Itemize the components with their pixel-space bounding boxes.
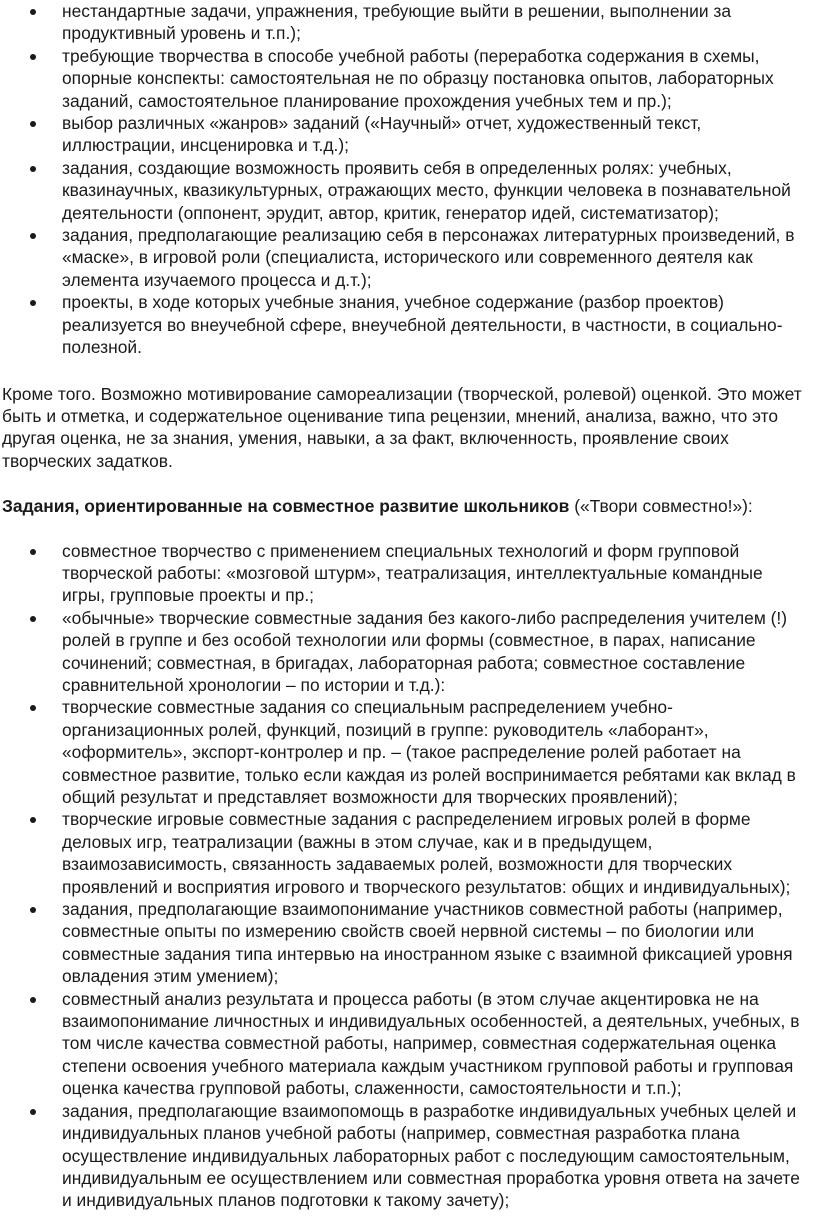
bullet-icon — [30, 549, 36, 555]
list-item — [2, 157, 810, 224]
list-item-text: задания, создающие возможность проявить себя в определенных ролях: учебных, квазинаучных, квазикультурных, отражающих место, функции человека в познавательной деятельности (оппонент, эрудит, автор, критик, генератор идей, систематизатор); — [62, 157, 791, 223]
list-item-text: творческие игровые совместные задания с распределением игровых ролей в форме деловых игр, театрализации (важны в этом случае, как и в предыдущем, взаимозависимость, связанность задаваемых ролей, возможности для творческих проявлений и восприятия игрового и творческого результатов: общих и индивидуальных); — [62, 809, 791, 897]
list-item-text: задания, предполагающие реализацию себя в персонажах литературных произведений, в «маске», в игровой роли (специалиста, исторического или современного деятеля как элемента изучаемого процесса и д.т.); — [62, 225, 795, 290]
list-item — [2, 112, 810, 157]
list-item — [2, 696, 810, 808]
bullet-icon — [30, 300, 36, 306]
section-heading-bold: Задания, ориентированные на совместное развитие школьников — [2, 496, 570, 517]
list-item-text: нестандартные задачи, упражнения, требующие выйти в решении, выполнении за продуктивный уровень и т.п.); — [62, 1, 732, 44]
list-item — [2, 224, 810, 291]
bullet-icon — [30, 54, 36, 60]
list-item — [2, 0, 810, 45]
list-item — [2, 808, 810, 898]
list-item-text: требующие творчества в способе учебной работы (переработка содержания в схемы, опорные конспекты: самостоятельная не по образцу постановка опытов, лабораторных заданий, самостоятельное планирование прохождения учебных тем и пр.); — [62, 45, 774, 111]
section-heading-rest: («Твори совместно!»): — [569, 496, 753, 517]
bullet-icon — [30, 997, 36, 1003]
bullet-icon — [30, 907, 36, 913]
list-item — [2, 1100, 810, 1212]
bullet-icon — [30, 616, 36, 622]
list-item — [2, 540, 810, 607]
list-item-text: совместное творчество с применением специальных технологий и форм групповой творческой работы: «мозговой штурм», театрализация, интеллектуальные командные игры, групповые проекты и пр.; — [62, 540, 763, 606]
list-item-text: проекты, в ходе которых учебные знания, учебное содержание (разбор проектов) реализуется во внеучебной сфере, внеучебной деятельности, в частности, в социально-полезной. — [62, 292, 783, 358]
bullet-icon — [30, 166, 36, 172]
bullet-list-1 — [2, 0, 810, 359]
section-heading — [2, 495, 810, 517]
bullet-icon — [30, 705, 36, 711]
bullet-icon — [30, 817, 36, 823]
list-item-text: выбор различных «жанров» заданий («Научный» отчет, художественный текст, иллюстрации, инсценировка и т.д.); — [62, 113, 702, 156]
list-item — [2, 45, 810, 112]
list-item — [2, 988, 810, 1100]
list-item — [2, 291, 810, 358]
bullet-icon — [30, 121, 36, 127]
list-item-text: задания, предполагающие взаимопонимание участников совместной работы (например, совместные опыты по измерению свойств своей нервной системы – по биологии или совместные задания типа интервью на иностранном языке с взаимной фиксацией уровня овладения этим умением); — [62, 899, 793, 987]
list-item-text: совместный анализ результата и процесса работы (в этом случае акцентировка не на взаимопонимание личностных и индивидуальных особенностей, а деятельных, учебных, в том числе качества совместной работы, например, совместная содержательная оценка степени освоения учебного материала каждым участником групповой работы и групповая оценка качества групповой работы, слаженности, самостоятельности и т.п.); — [62, 988, 800, 1099]
bullet-icon — [30, 233, 36, 239]
list-item-text: «обычные» творческие совместные задания без какого-либо распределения учителем (!) ролей в группе и без особой технологии или формы (совместное, в парах, написание сочинений; совместная, в бригадах, лабораторная работа; совместное составление сравнительной хронологии – по истории и т.д.): — [62, 607, 788, 695]
paragraph: Кроме того. Возможно мотивирование самореализации (творческой, ролевой) оценкой. Это может быть и отметка, и содержательное оценивание типа рецензии, мнений, анализа, важно, что это другая оценка, не за знания, умения, навыки, а за факт, включенность, проявление своих творческих задатков. — [2, 383, 802, 471]
list-item-text: задания, предполагающие взаимопомощь в разработке индивидуальных учебных целей и индивидуальных планов учебной работы (например, совместная разработка плана осуществление индивидуальных лабораторных работ с последующим самостоятельным, индивидуальным ее осуществлением или совместная проработка уровня ответа на зачете и индивидуальных планов подготовки к такому зачету); — [62, 1100, 800, 1211]
bullet-icon — [30, 9, 36, 15]
list-item — [2, 607, 810, 697]
bullet-icon — [30, 1109, 36, 1115]
bullet-list-2 — [2, 540, 810, 1212]
list-item — [2, 898, 810, 988]
list-item-text: творческие совместные задания со специальным распределением учебно-организационных ролей, функций, позиций в группе: руководитель «лаборант», «оформитель», экспорт-контролер и пр. – (такое распределение ролей работает на совместное развитие, только если каждая из ролей воспринимается ребятами как вклад в общий результат и представляет возможности для творческих проявлений); — [62, 697, 796, 807]
